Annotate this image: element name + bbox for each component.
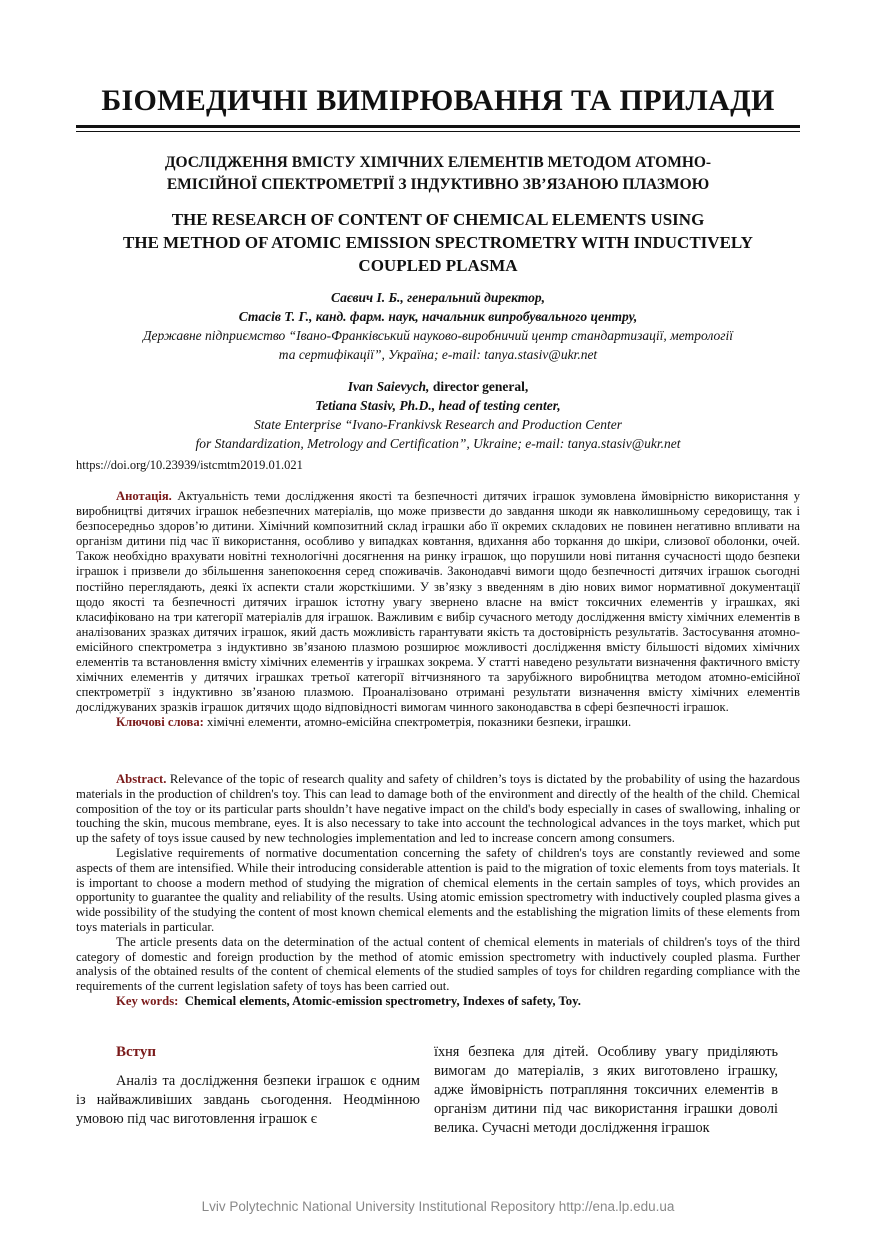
affiliation-line: та сертифікації”, Україна; e-mail: tanya.stasiv@ukr.net <box>278 347 598 362</box>
body-column-left <box>76 1043 420 1129</box>
author-line: Саєвич І. Б., генеральний директор, <box>331 290 545 305</box>
author-line: Стасів Т. Г., канд. фарм. наук, начальник випробувального центру, <box>238 309 638 324</box>
journal-section-title: БІОМЕДИЧНІ ВИМІРЮВАННЯ ТА ПРИЛАДИ <box>101 84 775 117</box>
affiliation-line: Державне підприємство “Івано-Франківський науково-виробничий центр стандартизації, метрології <box>142 328 734 343</box>
section-heading: Вступ <box>116 1044 156 1060</box>
header-rule-thick <box>76 125 800 128</box>
keywords-en-label: Key words: <box>116 993 179 1008</box>
header-rule-thin <box>76 131 800 132</box>
authors-ua <box>76 288 800 364</box>
title-ua-line: ЕМІСІЙНОЇ СПЕКТРОМЕТРІЇ З ІНДУКТИВНО ЗВ’ЯЗАНОЮ ПЛАЗМОЮ <box>166 176 710 193</box>
article-title-ua <box>76 152 800 196</box>
body-paragraph: Аналіз та дослідження безпеки іграшок є одним із найважливіших завдань сьогодення. Неодмінною умовою під час виготовлення іграшок є <box>76 1073 420 1127</box>
article-title-en <box>76 208 800 277</box>
abstract-ua-paragraph <box>76 489 800 715</box>
abstract-ua <box>76 489 800 731</box>
abstract-ua-text: Актуальність теми дослідження якості та безпечності дитячих іграшок зумовлена ймовірністю використання у виробництві дитячих іграшок небезпечних матеріалів, що може призвести до завдання шкоди як навколишньому середовищу, так і безпосередньо здоров’ю дитини. Хімічний композитний склад іграшки або її окремих складових не повинен негативно впливати на організм дитини під час її використання, особливо у випадках ковтання, вдихання або торкання до шкіри, слизової оболонки, очей. Також необхідно врахувати новітні технологічні досягнення на ринку іграшок, що порушили нові питання сучасності щодо безпеки іграшок і призвели до збільшення занепокоєння серед споживачів. Законодавчі вимоги щодо безпечності дитячих іграшок сьогодні постійно переглядають, деякі їх аспекти стали жорсткішими. У зв’язку з введенням в дію нових вимог нормативної документації щодо якості та безпечності дитячих іграшок істотну увагу звернено власне на вміст токсичних елементів у іграшках, які класифіковано на три категорії матеріалів для іграшок. Важливим є вибір сучасного методу дослідження вмісту хімічних елементів в аналізованих зразках дитячих іграшок, який дасть можливість гарантувати якість та достовірність результатів. Застосування атомно-емісійного спектрометра з індуктивно зв’язаною плазмою розширює можливості дослідження вмісту більшості відомих хімічних елементів та встановлення вмісту хімічних елементів у іграшках зокрема. У статті наведено результати визначення фактичного вмісту хімічних елементів у дитячих іграшках третьої категорії вітчизняного та зарубіжного виробництва методом атомно-емісійної спектрометрії з індуктивно зв’язаною плазмою. Проаналізовано отримані результати визначення вмісту хімічних елементів досліджуваних зразків іграшок дитячих щодо відповідності вимогам чинного законодавства в сфері безпечності іграшок. <box>76 489 800 715</box>
affiliation-line: for Standardization, Metrology and Certification”, Ukraine; e-mail: tanya.stasiv@ukr.net <box>195 436 681 451</box>
keywords-ua <box>76 715 800 730</box>
body-column-right <box>434 1043 778 1138</box>
repository-footer: Lviv Polytechnic National University Institutional Repository http://ena.lp.edu.ua <box>201 1199 675 1214</box>
author-line: Tetiana Stasiv, Ph.D., head of testing center, <box>315 398 561 413</box>
doi-link[interactable]: https://doi.org/10.23939/istcmtm2019.01.021 <box>76 458 303 472</box>
title-en-line: COUPLED PLASMA <box>358 256 518 275</box>
abstract-en-paragraph <box>76 772 800 846</box>
keywords-en <box>76 994 800 1009</box>
title-en-line: THE METHOD OF ATOMIC EMISSION SPECTROMETRY WITH INDUCTIVELY <box>123 233 753 252</box>
abstract-en-paragraph: Legislative requirements of normative documentation concerning the safety of children's toys are constantly reviewed and some aspects of them are intensified. While their introducing considerable attention is paid to the migration of toxic elements from toys materials. It is important to choose a modern method of studying the migration of chemical elements in the certain samples of toys, which provides an opportunity to guarantee the quality and reliability of the results. Using atomic emission spectrometry with inductively coupled plasma gives a wide possibility of the studying the content of most known chemical elements and the establishing the migration limits of these elements from toys materials in particular. <box>76 845 800 934</box>
title-en-line: THE RESEARCH OF CONTENT OF CHEMICAL ELEMENTS USING <box>171 210 705 229</box>
keywords-ua-text: хімічні елементи, атомно-емісійна спектрометрія, показники безпеки, іграшки. <box>203 715 632 730</box>
body-paragraph: їхня безпека для дітей. Особливу увагу приділяють вимогам до матеріалів, з яких виготовлено іграшку, адже ймовірність потрапляння токсичних елементів в організм дитини під час використання іграшки доволі велика. Сучасні методи дослідження іграшок <box>434 1044 778 1136</box>
keywords-ua-label: Ключові слова: <box>116 715 204 730</box>
abstract-en-paragraph: The article presents data on the determination of the actual content of chemical elements in materials of children's toys of the third category of domestic and foreign production by the method of atomic emission spectrometry with inductively coupled plasma. Further analysis of the obtained results of the content of chemical elements of the studied samples of toys for children regarding compliance with the requirements of the current legislation safety of toys has been carried out. <box>76 934 800 994</box>
author-line <box>76 377 800 396</box>
affiliation-line: State Enterprise “Ivano-Frankivsk Research and Production Center <box>254 417 622 432</box>
abstract-en-text: Relevance of the topic of research quality and safety of children’s toys is dictated by the probability of using the hazardous materials in the production of children's toy. This can lead to damage both of the environment and directly of the health of the child. Chemical composition of the toy or its particular parts shouldn’t have negative impact on the child's body especially in cases of swallowing, inhaling or touching the skin, mucous membrane, eyes. It is also necessary to take into account the technological advances in the toys market, which put up the safety of toys issue caused by new technologies implementation and led to increase concern among consumers. <box>76 772 800 846</box>
author-role: director general, <box>429 379 529 394</box>
abstract-en <box>76 772 800 1009</box>
title-ua-line: ДОСЛІДЖЕННЯ ВМІСТУ ХІМІЧНИХ ЕЛЕМЕНТІВ МЕТОДОМ АТОМНО- <box>164 154 712 171</box>
author-name: Ivan Saievych, <box>347 379 430 394</box>
abstract-ua-label: Анотація. <box>116 489 172 503</box>
authors-en <box>76 377 800 453</box>
abstract-en-label: Abstract. <box>116 772 167 786</box>
keywords-en-text: Chemical elements, Atomic-emission spectrometry, Indexes of safety, Toy. <box>184 993 581 1008</box>
